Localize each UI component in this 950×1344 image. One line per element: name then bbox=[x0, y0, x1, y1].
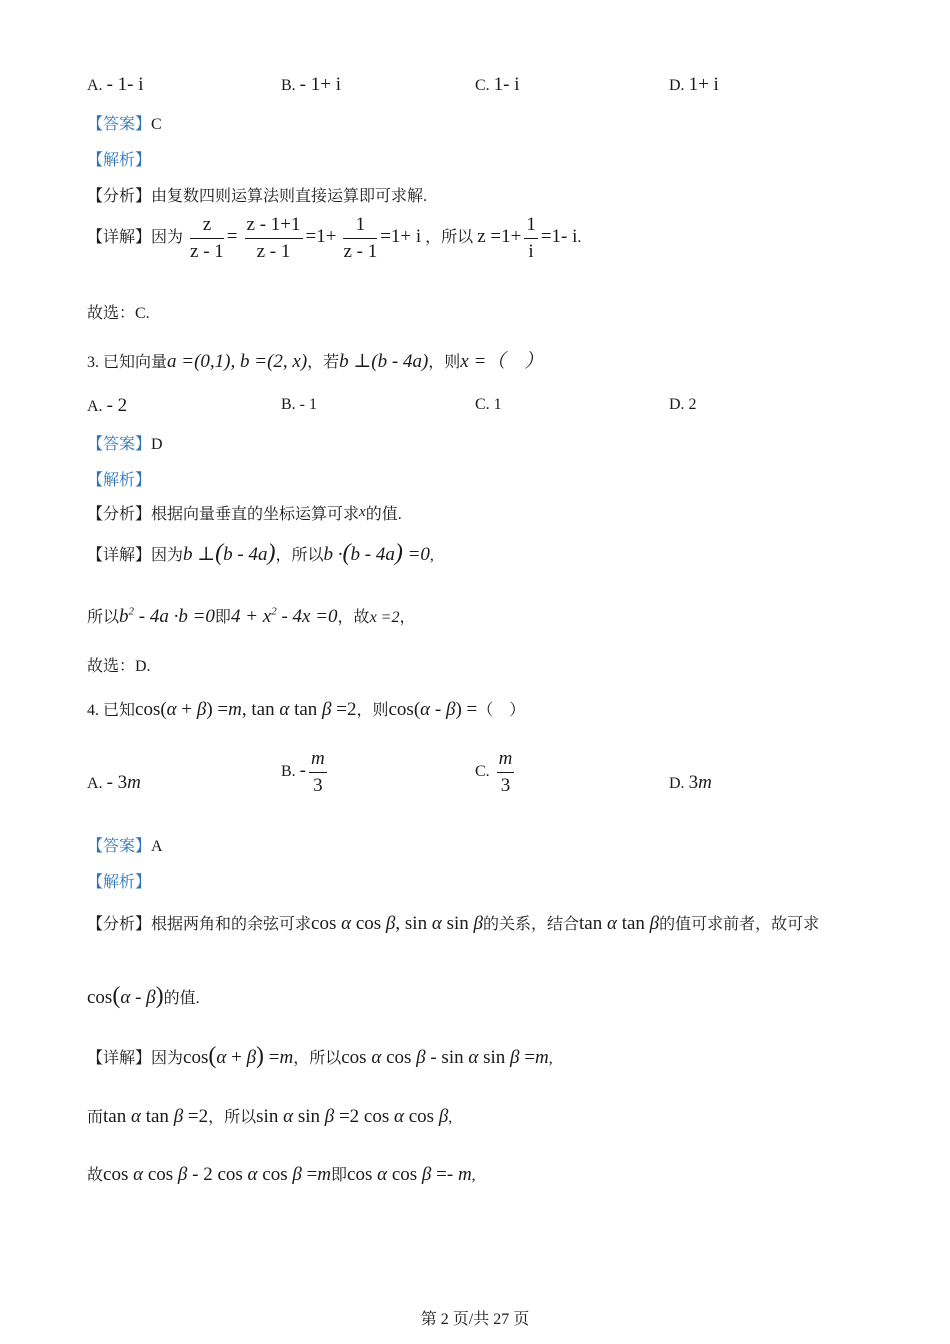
q2-fenxi: 【分析】由复数四则运算法则直接运算即可求解. bbox=[87, 188, 428, 205]
q3-detail-line2: 所以$b^2 - 4a \cdot b =0$即$4 + x^2 - 4x =0$，故x =2， bbox=[87, 605, 416, 627]
q4-option-d: D. 3m bbox=[669, 772, 712, 793]
q4-stem: 4. 已知cos(α + β) =m, tan α tan β =2，则cos(α - β) =（ ） bbox=[87, 699, 526, 720]
q2-analysis-heading: 【解析】 bbox=[87, 152, 152, 169]
q3-answer: 【答案】D bbox=[87, 436, 163, 453]
q4-detail: 【详解】因为cos(α + β) =m，所以cos α cos β - sin α sin β =m, bbox=[87, 1043, 553, 1069]
q3-option-a: A. - 2 bbox=[87, 395, 128, 416]
q4-option-a: A. - 3m bbox=[87, 772, 141, 793]
q4-option-b: B. - $\frac{m}{3}$ bbox=[281, 748, 325, 796]
q4-detail-line2: 而tan α tan β =2，所以sin α sin β =2 cos α cos β, bbox=[87, 1106, 453, 1127]
q3-detail: 【详解】因为b ⊥(b - 4a)，所以b ·(b - 4a) =0, bbox=[87, 540, 434, 566]
q4-option-c: C. $\frac{m}{3}$ bbox=[475, 748, 513, 796]
q2-option-d: D. 1+ i bbox=[669, 74, 719, 95]
q4-fenxi: 【分析】根据两角和的余弦可求cos α cos β, sin α sin β的关系，结合tan α tan β的值可求前者，故可求 bbox=[87, 913, 820, 934]
q4-analysis-heading: 【解析】 bbox=[87, 874, 152, 891]
q2-option-b: B. - 1+ i bbox=[281, 74, 341, 95]
q2-option-a: A. - 1- i bbox=[87, 74, 144, 95]
q2-conclusion: 故选：C. bbox=[87, 305, 150, 322]
q3-option-b: B. - 1 bbox=[281, 396, 317, 413]
page-footer: 第 2 页/共 27 页 bbox=[420, 1311, 530, 1328]
q2-option-c: C. 1- i bbox=[475, 74, 520, 95]
q4-answer: 【答案】A bbox=[87, 838, 163, 855]
q2-detail: 【详解】因为 $\frac{z}{z - 1}$ = $\frac{z - 1+1}{z - 1}$ =1+ $\frac{1}{z - 1}$ =1+ i ，所以 z =1+ $\frac{1}{i}$ =1- i. bbox=[87, 214, 582, 262]
q4-fenxi-line2: cos(α - β)的值. bbox=[87, 983, 200, 1009]
q4-detail-line3: 故cos α cos β - 2 cos α cos β =m即cos α cos β =- m, bbox=[87, 1164, 476, 1185]
q3-fenxi: 【分析】根据向量垂直的坐标运算可求x的值. bbox=[87, 504, 402, 523]
q2-answer: 【答案】C bbox=[87, 116, 162, 133]
q3-conclusion: 故选：D. bbox=[87, 658, 151, 675]
q3-analysis-heading: 【解析】 bbox=[87, 472, 152, 489]
q3-stem: 3. 已知向量a =(0,1), b =(2, x)，若b ⊥(b - 4a)，则x =（ ） bbox=[87, 351, 544, 372]
q3-option-c: C. 1 bbox=[475, 396, 502, 413]
q3-option-d: D. 2 bbox=[669, 396, 697, 413]
